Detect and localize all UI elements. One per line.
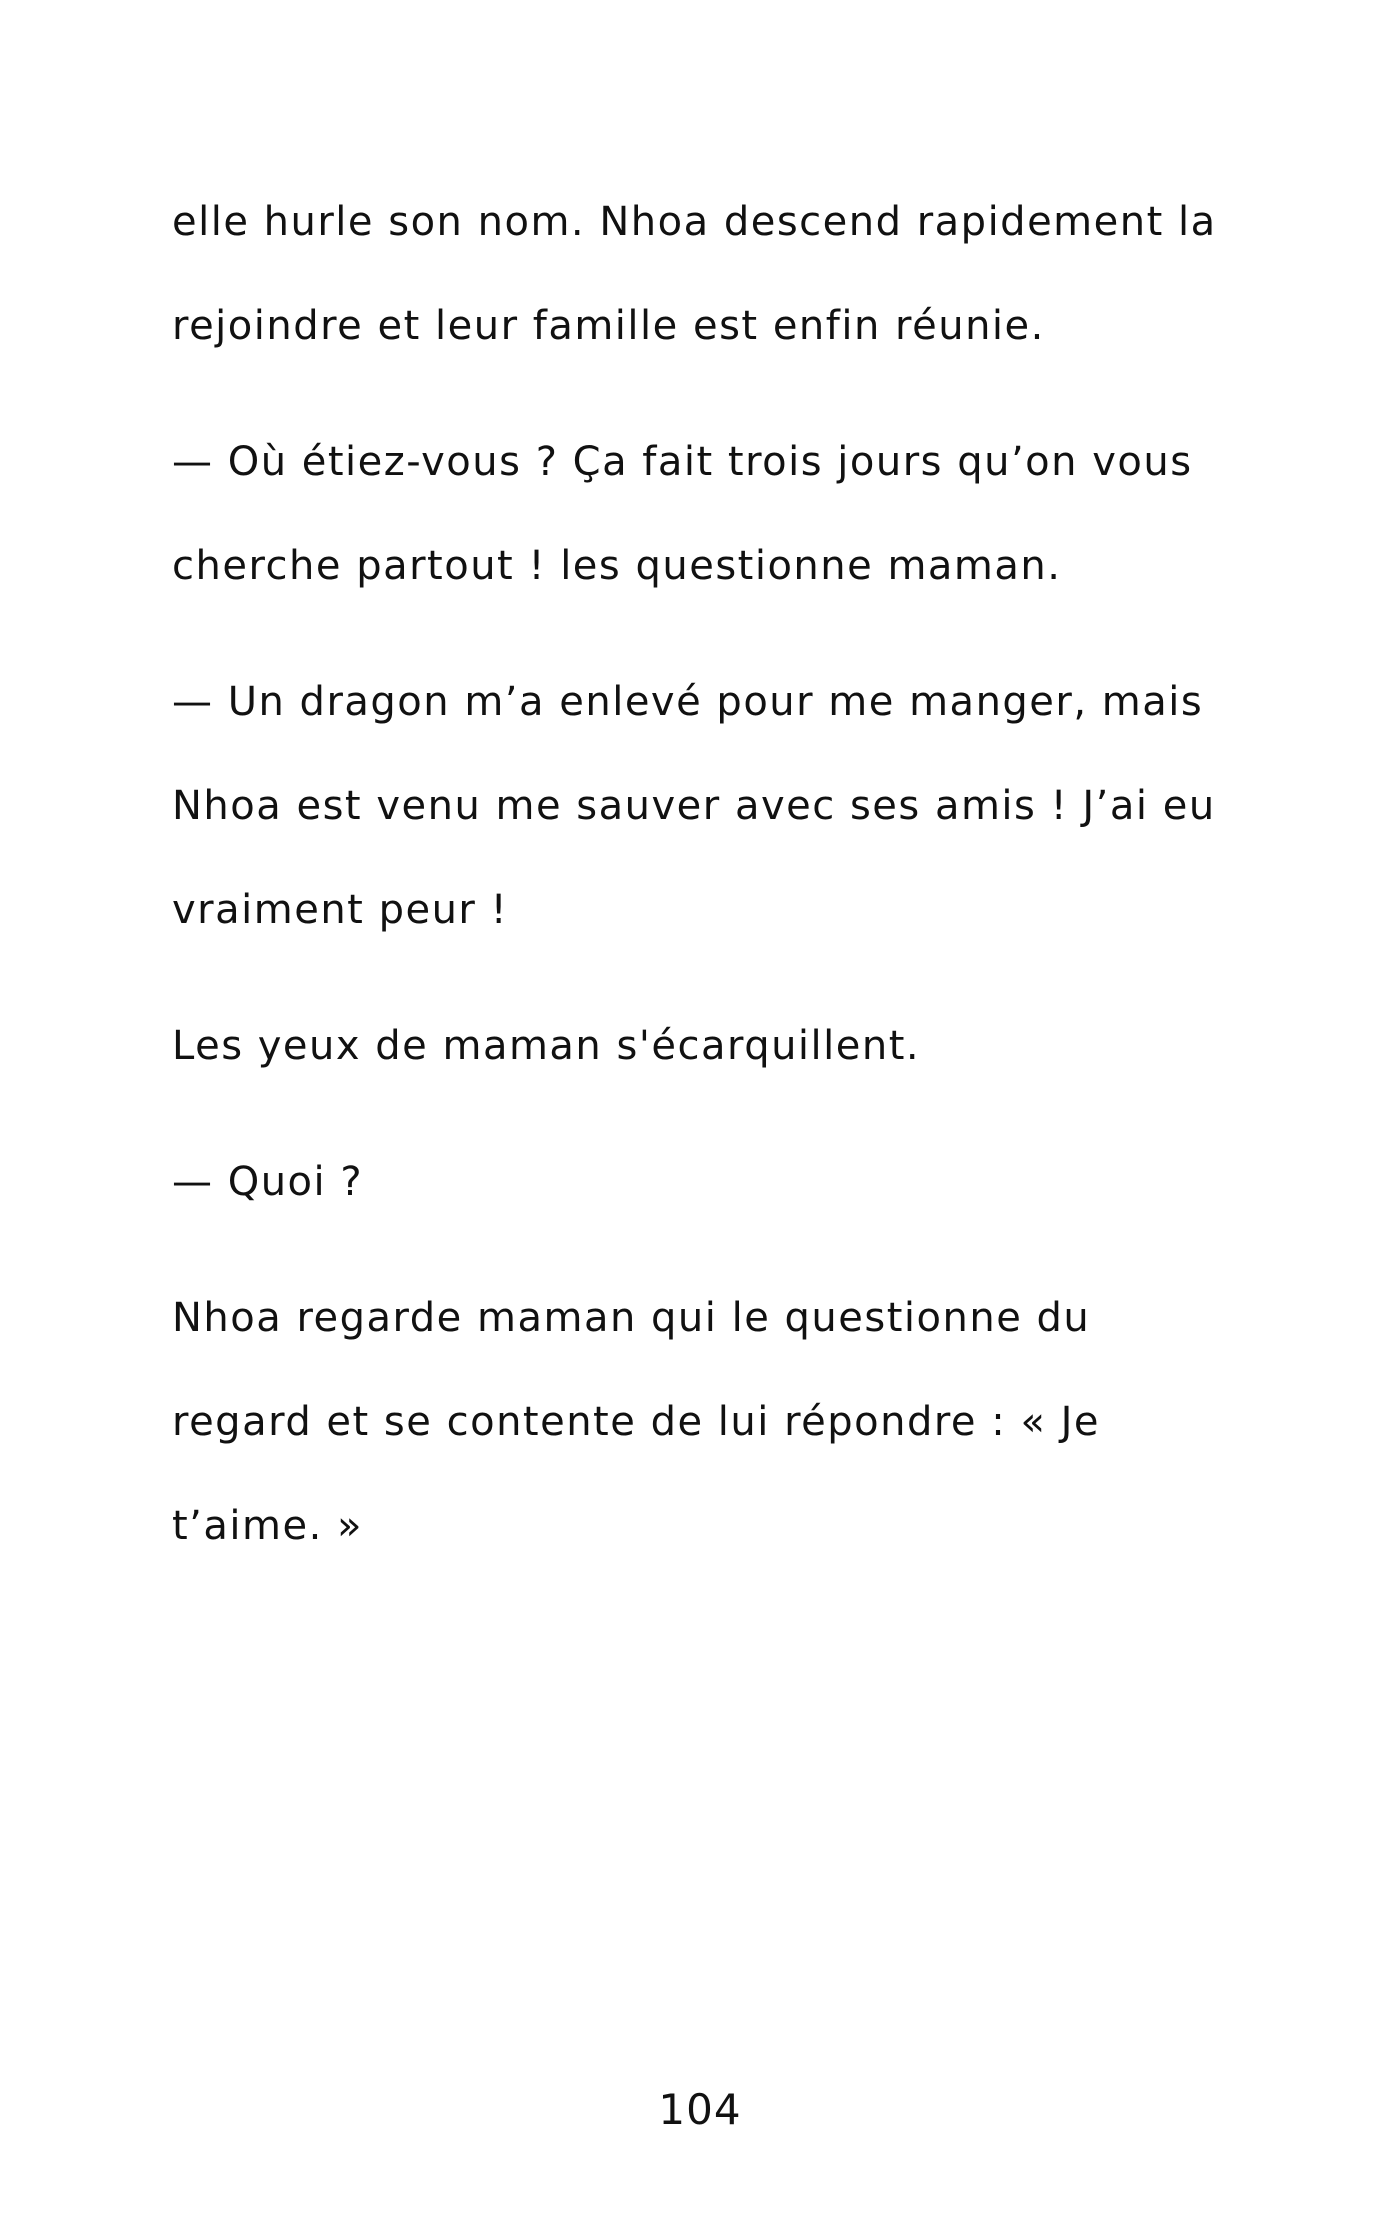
paragraph: Nhoa regarde maman qui le questionne du regard et se contente de lui répondre : « Je t’aime. » [172, 1295, 1101, 1549]
paragraph: elle hurle son nom. Nhoa descend rapidement la rejoindre et leur famille est enfin réunie. [172, 199, 1217, 349]
page-number: 104 [658, 2085, 742, 2134]
paragraph: — Un dragon m’a enlevé pour me manger, mais Nhoa est venu me sauver avec ses amis ! J’ai eu vraiment peur ! [172, 679, 1216, 933]
paragraph: — Quoi ? [172, 1159, 364, 1205]
body-text [172, 170, 1232, 1610]
paragraph: Les yeux de maman s'écarquillent. [172, 1023, 921, 1069]
paragraph: — Où étiez-vous ? Ça fait trois jours qu’on vous cherche partout ! les questionne maman. [172, 439, 1193, 589]
